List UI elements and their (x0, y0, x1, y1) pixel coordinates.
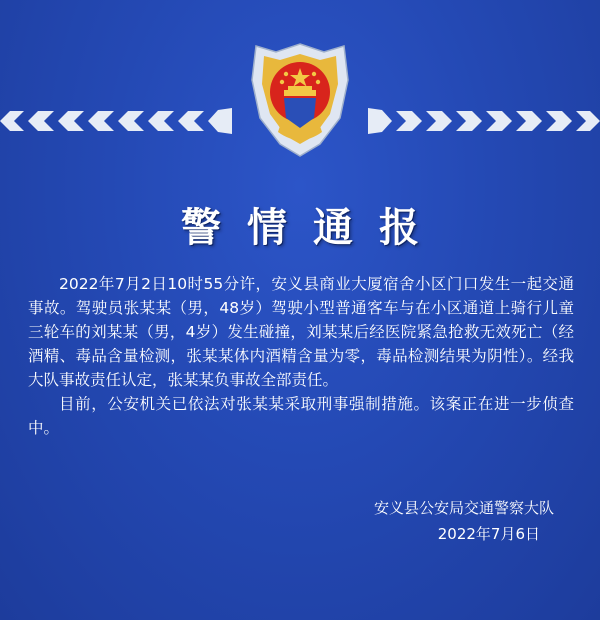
right-wing-decoration (368, 106, 600, 136)
notice-signature (374, 495, 554, 547)
left-wing-decoration (0, 106, 232, 136)
police-emblem-icon (240, 40, 360, 160)
notice-paragraph-1: 2022年7月2日10时55分许，安义县商业大厦宿舍小区门口发生一起交通事故。驾驶员张某某（男，48岁）驾驶小型普通客车与在小区通道上骑行儿童三轮车的刘某某（男，4岁）发生碰撞，刘某某后经医院紧急抢救无效死亡（经酒精、毒品含量检测，张某某体内酒精含量为零，毒品检测结果为阴性）。经我大队事故责任认定，张某某负事故全部责任。 (28, 275, 574, 389)
notice-title: 警情通报 (181, 204, 445, 251)
notice-body (28, 272, 574, 440)
issuer-name: 安义县公安局交通警察大队 (373, 499, 554, 517)
issue-date: 2022年7月6日 (437, 525, 540, 543)
notice-paragraph-2: 目前，公安机关已依法对张某某采取刑事强制措施。该案正在进一步侦查中。 (28, 395, 574, 437)
